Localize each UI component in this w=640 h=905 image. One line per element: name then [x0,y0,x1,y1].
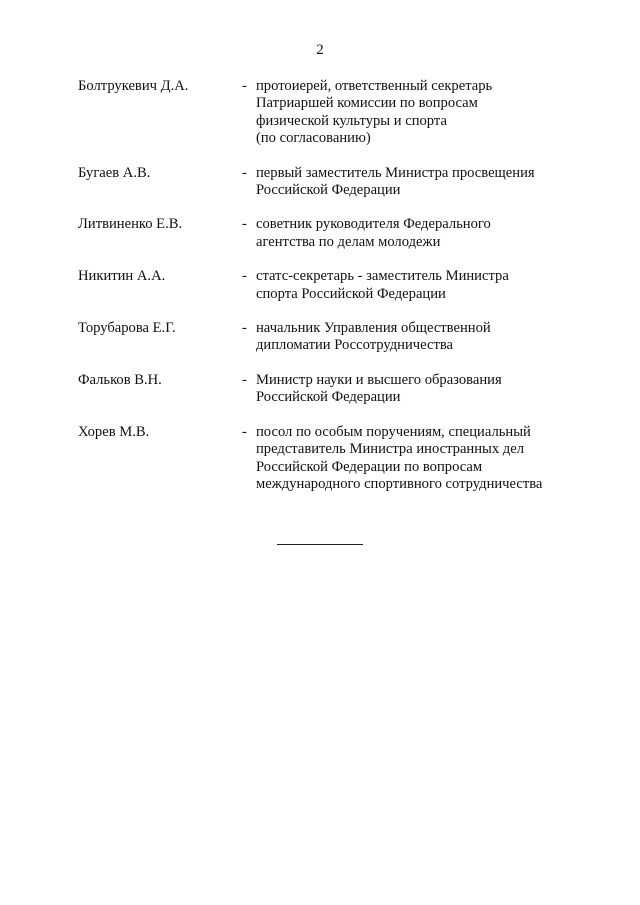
page-number: 2 [316,42,324,58]
member-dash: - [242,164,247,181]
member-name: Никитин А.А. [78,268,166,285]
member-row [78,165,578,200]
member-dash: - [242,216,247,233]
member-role: советник руководителя Федерального агентства по делам молодежи [256,216,491,250]
member-row [78,78,578,148]
member-role: протоиерей, ответственный секретарь Патриаршей комиссии по вопросам физической культуры и спорта (по согласованию) [256,78,493,147]
member-row [78,268,578,303]
member-dash: - [242,78,247,94]
member-role: Министр науки и высшего образования Российской Федерации [256,371,502,406]
member-row [78,216,578,251]
member-dash: - [242,423,247,440]
member-row [78,424,578,494]
member-name: Хорев М.В. [78,423,150,440]
member-role: посол по особым поручениям, специальный представитель Министра иностранных дел Российской Федерации по вопросам международного спортивного сотрудничества [256,423,543,492]
member-row [78,320,578,355]
member-name: Литвиненко Е.В. [78,216,183,233]
member-dash: - [242,320,247,337]
member-role: статс-секретарь - заместитель Министра спорта Российской Федерации [256,268,509,302]
member-dash: - [242,268,247,285]
member-name: Торубарова Е.Г. [78,320,176,337]
member-name: Бугаев А.В. [78,164,151,181]
member-role: первый заместитель Министра просвещения Российской Федерации [256,164,535,199]
member-dash: - [242,371,247,388]
member-name: Болтрукевич Д.А. [78,78,189,94]
member-row [78,372,578,407]
closing-separator-line [277,544,363,545]
members-list [78,78,578,510]
member-name: Фальков В.Н. [78,371,162,388]
member-role: начальник Управления общественной дипломатии Россотрудничества [256,320,491,354]
